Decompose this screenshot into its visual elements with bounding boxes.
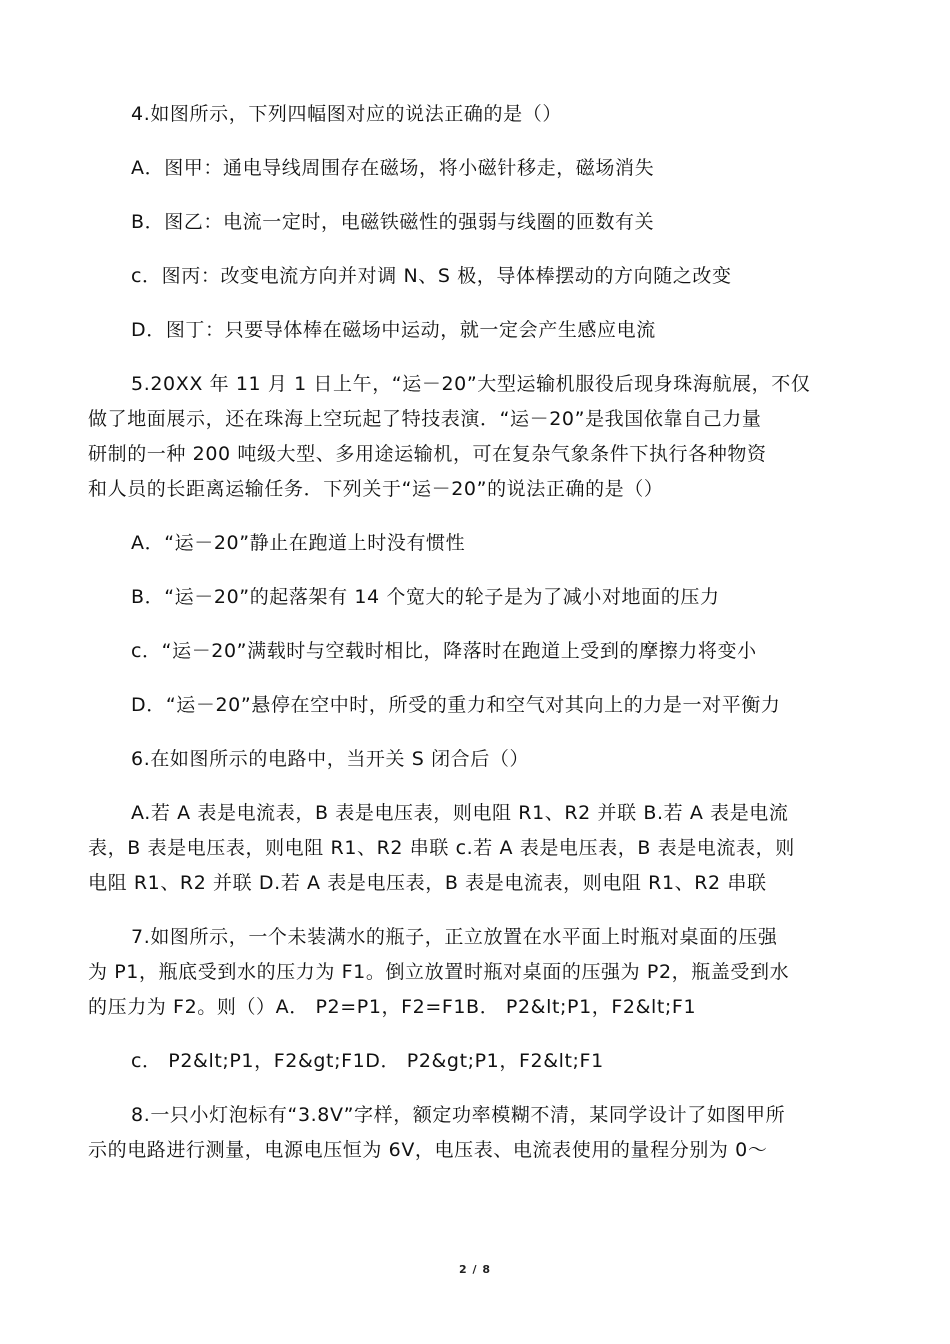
question-4-option-a: A．图甲：通电导线周围存在磁场，将小磁针移走，磁场消失 <box>131 157 655 179</box>
question-5-option-a: A．“运－20”静止在跑道上时没有惯性 <box>131 532 466 554</box>
question-5-stem-line: 研制的一种 200 吨级大型、多用途运输机，可在复杂气象条件下执行各种物资 <box>88 443 767 465</box>
question-6-option-line: A.若 A 表是电流表，B 表是电压表，则电阻 R1、R2 并联 B.若 A 表是电流 <box>131 802 789 824</box>
question-6-option-line: 电阻 R1、R2 并联 D.若 A 表是电压表，B 表是电流表，则电阻 R1、R2 串联 <box>88 872 767 894</box>
question-7-option-line: c． P2&lt;P1，F2&gt;F1D． P2&gt;P1，F2&lt;F1 <box>131 1050 604 1072</box>
question-4-option-b: B．图乙：电流一定时，电磁铁磁性的强弱与线圈的匝数有关 <box>131 211 655 233</box>
question-7-stem-line: 7.如图所示，一个未装满水的瓶子，正立放置在水平面上时瓶对桌面的压强 <box>131 926 778 948</box>
question-7-stem-line: 为 P1，瓶底受到水的压力为 F1。倒立放置时瓶对桌面的压强为 P2，瓶盖受到水 <box>88 961 790 983</box>
question-5-option-d: D．“运－20”悬停在空中时，所受的重力和空气对其向上的力是一对平衡力 <box>131 694 781 716</box>
question-6-option-line: 表，B 表是电压表，则电阻 R1、R2 串联 c.若 A 表是电压表，B 表是电流表，则 <box>88 837 795 859</box>
question-5-stem-line: 和人员的长距离运输任务．下列关于“运－20”的说法正确的是（） <box>88 478 664 500</box>
question-5-option-b: B．“运－20”的起落架有 14 个宽大的轮子是为了减小对地面的压力 <box>131 586 720 608</box>
question-8-stem-line: 示的电路进行测量，电源电压恒为 6V，电压表、电流表使用的量程分别为 0～ <box>88 1139 768 1161</box>
question-4-option-d: D．图丁：只要导体棒在磁场中运动，就一定会产生感应电流 <box>131 319 656 341</box>
question-5-stem-line: 做了地面展示，还在珠海上空玩起了特技表演．“运－20”是我国依靠自己力量 <box>88 408 762 430</box>
question-7-stem-line: 的压力为 F2。则（）A． P2=P1，F2=F1B． P2&lt;P1，F2&lt;F1 <box>88 996 697 1018</box>
question-4-option-c: c．图丙：改变电流方向并对调 N、S 极，导体棒摆动的方向随之改变 <box>131 265 732 287</box>
question-4-stem: 4.如图所示，下列四幅图对应的说法正确的是（） <box>131 103 562 125</box>
question-8-stem-line: 8.一只小灯泡标有“3.8V”字样，额定功率模糊不清，某同学设计了如图甲所 <box>131 1104 786 1126</box>
question-5-stem-line: 5.20XX 年 11 月 1 日上午，“运－20”大型运输机服役后现身珠海航展，不仅 <box>131 373 811 395</box>
question-6-stem: 6.在如图所示的电路中，当开关 S 闭合后（） <box>131 748 530 770</box>
question-5-option-c: c．“运－20”满载时与空载时相比，降落时在跑道上受到的摩擦力将变小 <box>131 640 757 662</box>
page-number: 2 / 8 <box>459 1263 491 1276</box>
